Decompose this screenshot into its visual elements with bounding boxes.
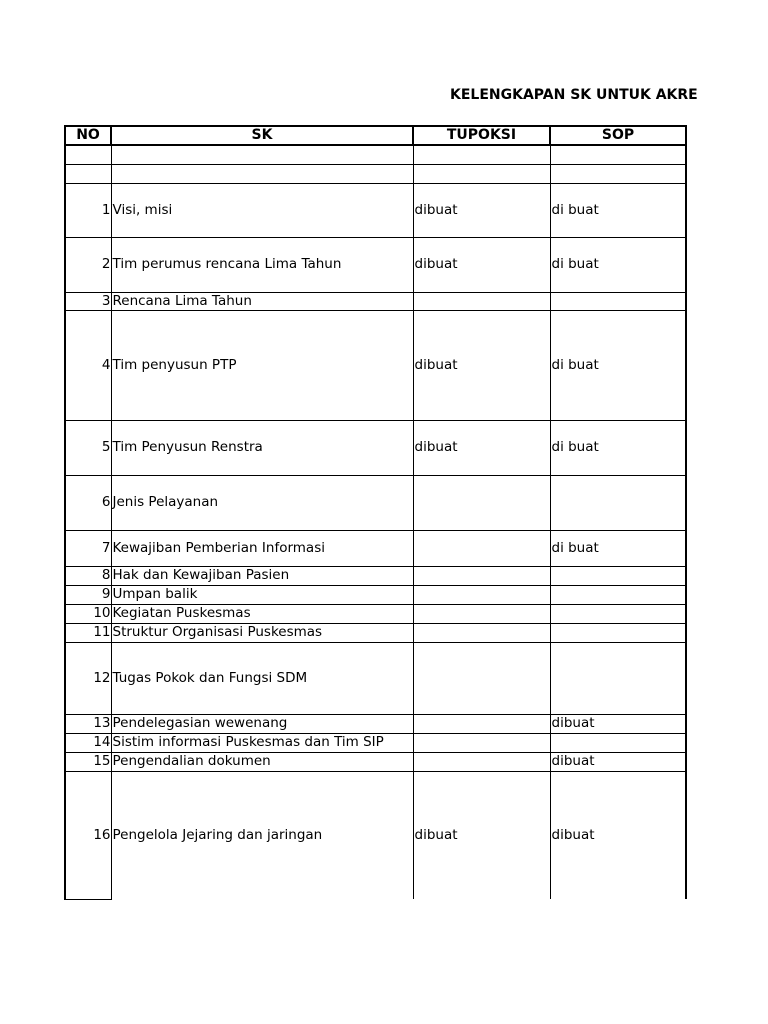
cell-sop: dibuat <box>550 771 686 899</box>
sk-table <box>64 125 687 900</box>
cell-no: 4 <box>65 310 111 420</box>
cell-sop <box>550 604 686 623</box>
table-row <box>65 145 686 164</box>
cell-sop: di buat <box>550 237 686 292</box>
cell-no: 16 <box>65 771 111 899</box>
cell-tupoksi: dibuat <box>413 420 550 475</box>
cell-no: 11 <box>65 623 111 642</box>
table-row <box>65 585 686 604</box>
table-row <box>65 475 686 530</box>
cell-sop: di buat <box>550 420 686 475</box>
cell-sk: Tim penyusun PTP <box>111 310 413 420</box>
table-row <box>65 310 686 420</box>
cell-sop <box>550 733 686 752</box>
document-title: KELENGKAPAN SK UNTUK AKRE <box>450 87 698 103</box>
cell-sk <box>111 145 413 164</box>
header-tupoksi: TUPOKSI <box>413 126 550 145</box>
table-row <box>65 292 686 310</box>
cell-sk: Umpan balik <box>111 585 413 604</box>
table-row <box>65 420 686 475</box>
cell-sop <box>550 642 686 714</box>
table-row <box>65 164 686 183</box>
header-no: NO <box>65 126 111 145</box>
cell-sk: Sistim informasi Puskesmas dan Tim SIP <box>111 733 413 752</box>
cell-no: 3 <box>65 292 111 310</box>
cell-tupoksi <box>413 164 550 183</box>
table-row <box>65 566 686 585</box>
table-row <box>65 771 686 899</box>
cell-no: 1 <box>65 183 111 237</box>
cell-tupoksi <box>413 752 550 771</box>
cell-sop <box>550 164 686 183</box>
cell-no: 13 <box>65 714 111 733</box>
cell-sk: Pengendalian dokumen <box>111 752 413 771</box>
table-row <box>65 642 686 714</box>
cell-tupoksi <box>413 585 550 604</box>
cell-sk: Rencana Lima Tahun <box>111 292 413 310</box>
cell-no: 2 <box>65 237 111 292</box>
cell-no: 7 <box>65 530 111 566</box>
cell-tupoksi <box>413 623 550 642</box>
cell-sop <box>550 475 686 530</box>
cell-no: 12 <box>65 642 111 714</box>
cell-sk: Visi, misi <box>111 183 413 237</box>
cell-sk: Jenis Pelayanan <box>111 475 413 530</box>
cell-no: 6 <box>65 475 111 530</box>
cell-tupoksi: dibuat <box>413 183 550 237</box>
cell-sop: di buat <box>550 183 686 237</box>
cell-tupoksi: dibuat <box>413 310 550 420</box>
cell-tupoksi <box>413 530 550 566</box>
cell-tupoksi <box>413 145 550 164</box>
cell-sop: dibuat <box>550 752 686 771</box>
cell-sop <box>550 566 686 585</box>
table-row <box>65 714 686 733</box>
cell-sk: Hak dan Kewajiban Pasien <box>111 566 413 585</box>
cell-sk: Kewajiban Pemberian Informasi <box>111 530 413 566</box>
cell-tupoksi <box>413 733 550 752</box>
cell-no <box>65 145 111 164</box>
cell-no <box>65 164 111 183</box>
cell-tupoksi <box>413 714 550 733</box>
header-sop: SOP <box>550 126 686 145</box>
cell-sop <box>550 585 686 604</box>
table-row <box>65 623 686 642</box>
cell-tupoksi <box>413 292 550 310</box>
cell-sop: dibuat <box>550 714 686 733</box>
cell-tupoksi <box>413 566 550 585</box>
cell-no: 10 <box>65 604 111 623</box>
cell-tupoksi <box>413 475 550 530</box>
cell-sk: Tugas Pokok dan Fungsi SDM <box>111 642 413 714</box>
cell-sop <box>550 145 686 164</box>
cell-no: 15 <box>65 752 111 771</box>
table-row <box>65 752 686 771</box>
cell-tupoksi <box>413 604 550 623</box>
cell-no: 14 <box>65 733 111 752</box>
cell-tupoksi: dibuat <box>413 771 550 899</box>
cell-no: 9 <box>65 585 111 604</box>
table-row <box>65 733 686 752</box>
cell-sk: Kegiatan Puskesmas <box>111 604 413 623</box>
cell-sk: Pengelola Jejaring dan jaringan <box>111 771 413 899</box>
cell-no: 8 <box>65 566 111 585</box>
cell-sk: Struktur Organisasi Puskesmas <box>111 623 413 642</box>
header-row <box>65 126 686 145</box>
cell-sop <box>550 623 686 642</box>
table-row <box>65 530 686 566</box>
cell-no: 5 <box>65 420 111 475</box>
table-row <box>65 604 686 623</box>
cell-sop: di buat <box>550 310 686 420</box>
cell-sop: di buat <box>550 530 686 566</box>
cell-tupoksi: dibuat <box>413 237 550 292</box>
cell-sk: Tim perumus rencana Lima Tahun <box>111 237 413 292</box>
header-sk: SK <box>111 126 413 145</box>
cell-tupoksi <box>413 642 550 714</box>
cell-sk: Tim Penyusun Renstra <box>111 420 413 475</box>
cell-sop <box>550 292 686 310</box>
table-row <box>65 183 686 237</box>
table-row <box>65 237 686 292</box>
cell-sk: Pendelegasian wewenang <box>111 714 413 733</box>
cell-sk <box>111 164 413 183</box>
